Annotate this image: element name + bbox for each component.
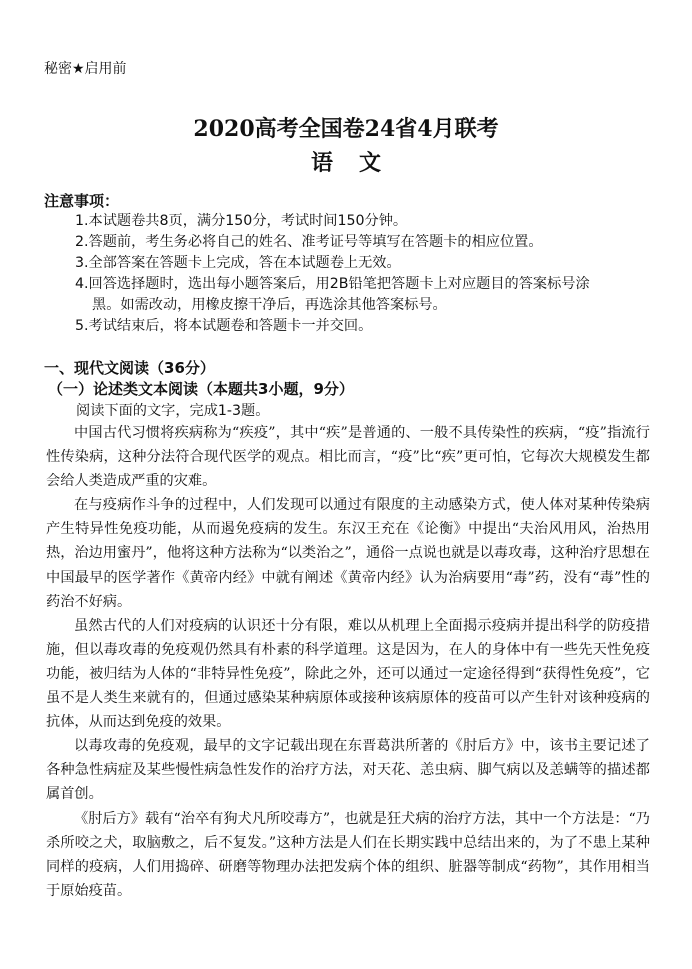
subsection-heading: （一）论述类文本阅读（本题共3小题，9分） bbox=[48, 380, 354, 398]
passage-paragraph: 在与疫病作斗争的过程中，人们发现可以通过有限度的主动感染方式，使人体对某种传染病产生特异性免疫功能，从而遏免疫病的发生。东汉王充在《论衡》中提出“夫治风用风，治热用热，治边用蜜丹”，他将这种方法称为“以类治之”，通俗一点说也就是以毒攻毒，这种治疗思想在中国最早的医学著作《黄帝内经》中就有阐述《黄帝内经》认为治病要用“毒”药，没有“毒”性的药治不好病。 bbox=[46, 497, 650, 610]
notice-item: 2.答题前，考生务必将自己的姓名、准考证号等填写在答题卡的相应位置。 bbox=[75, 234, 543, 250]
passage-paragraph: 虽然古代的人们对疫病的认识还十分有限，难以从机理上全面揭示疫病并提出科学的防疫措施，但以毒攻毒的免疫观仍然具有朴素的科学道理。这是因为，在人的身体中有一些先天性免疫功能，被归结为人体的“非特异性免疫”，除此之外，还可以通过一定途径得到“获得性免疫”，它虽不是人类生来就有的，但通过感染某种病原体或接种该病原体的疫苗可以产生针对该种疫病的抗体，从而达到免疫的效果。 bbox=[46, 617, 650, 731]
notice-item: 4.回答选择题时，选出每小题答案后，用2B铅笔把答题卡上对应题目的答案标号涂 bbox=[75, 276, 590, 292]
notice-item: 1.本试题卷共8页，满分150分，考试时间150分钟。 bbox=[75, 213, 408, 229]
notice-list bbox=[75, 211, 635, 337]
passage-paragraph: 以毒攻毒的免疫观，最早的文字记载出现在东晋葛洪所著的《肘后方》中，该书主要记述了各种急性病症及某些慢性病急性发作的治疗方法，对天花、恙虫病、脚气病以及恙螨等的描述都属首创。 bbox=[46, 738, 650, 803]
confidential-label: 秘密★启用前 bbox=[44, 61, 127, 77]
notice-heading: 注意事项： bbox=[44, 192, 120, 210]
notice-item-continuation: 黑。如需改动，用橡皮擦干净后，再选涂其他答案标号。 bbox=[92, 297, 447, 313]
section-heading: 一、现代文阅读（36分） bbox=[44, 359, 215, 377]
reading-instruction: 阅读下面的文字，完成1-3题。 bbox=[76, 403, 270, 419]
notice-item: 5.考试结束后，将本试题卷和答题卡一并交回。 bbox=[75, 318, 373, 334]
exam-title: 2020高考全国卷24省4月联考 bbox=[193, 116, 499, 142]
reading-passage bbox=[46, 421, 650, 903]
passage-paragraph: 《肘后方》载有“治卒有狗犬凡所咬毒方”，也就是狂犬病的治疗方法，其中一个方法是：“乃杀所咬之犬，取脑敷之，后不复发。”这种方法是人们在长期实践中总结出来的，为了不患上某种同样的疫病，人们用捣碎、研磨等物理办法把发病个体的组织、脏器等制成“药物”，其作用相当于原始疫苗。 bbox=[46, 810, 650, 899]
notice-item: 3.全部答案在答题卡上完成，答在本试题卷上无效。 bbox=[75, 255, 401, 271]
subject-title: 语文 bbox=[310, 150, 407, 176]
passage-paragraph: 中国古代习惯将疾病称为“疾疫”，其中“疾”是普通的、一般不具传染性的疾病，“疫”指流行性传染病，这种分法符合现代医学的观点。相比而言，“疫”比“疾”更可怕，它每次大规模发生都会给人类造成严重的灾难。 bbox=[46, 425, 650, 490]
